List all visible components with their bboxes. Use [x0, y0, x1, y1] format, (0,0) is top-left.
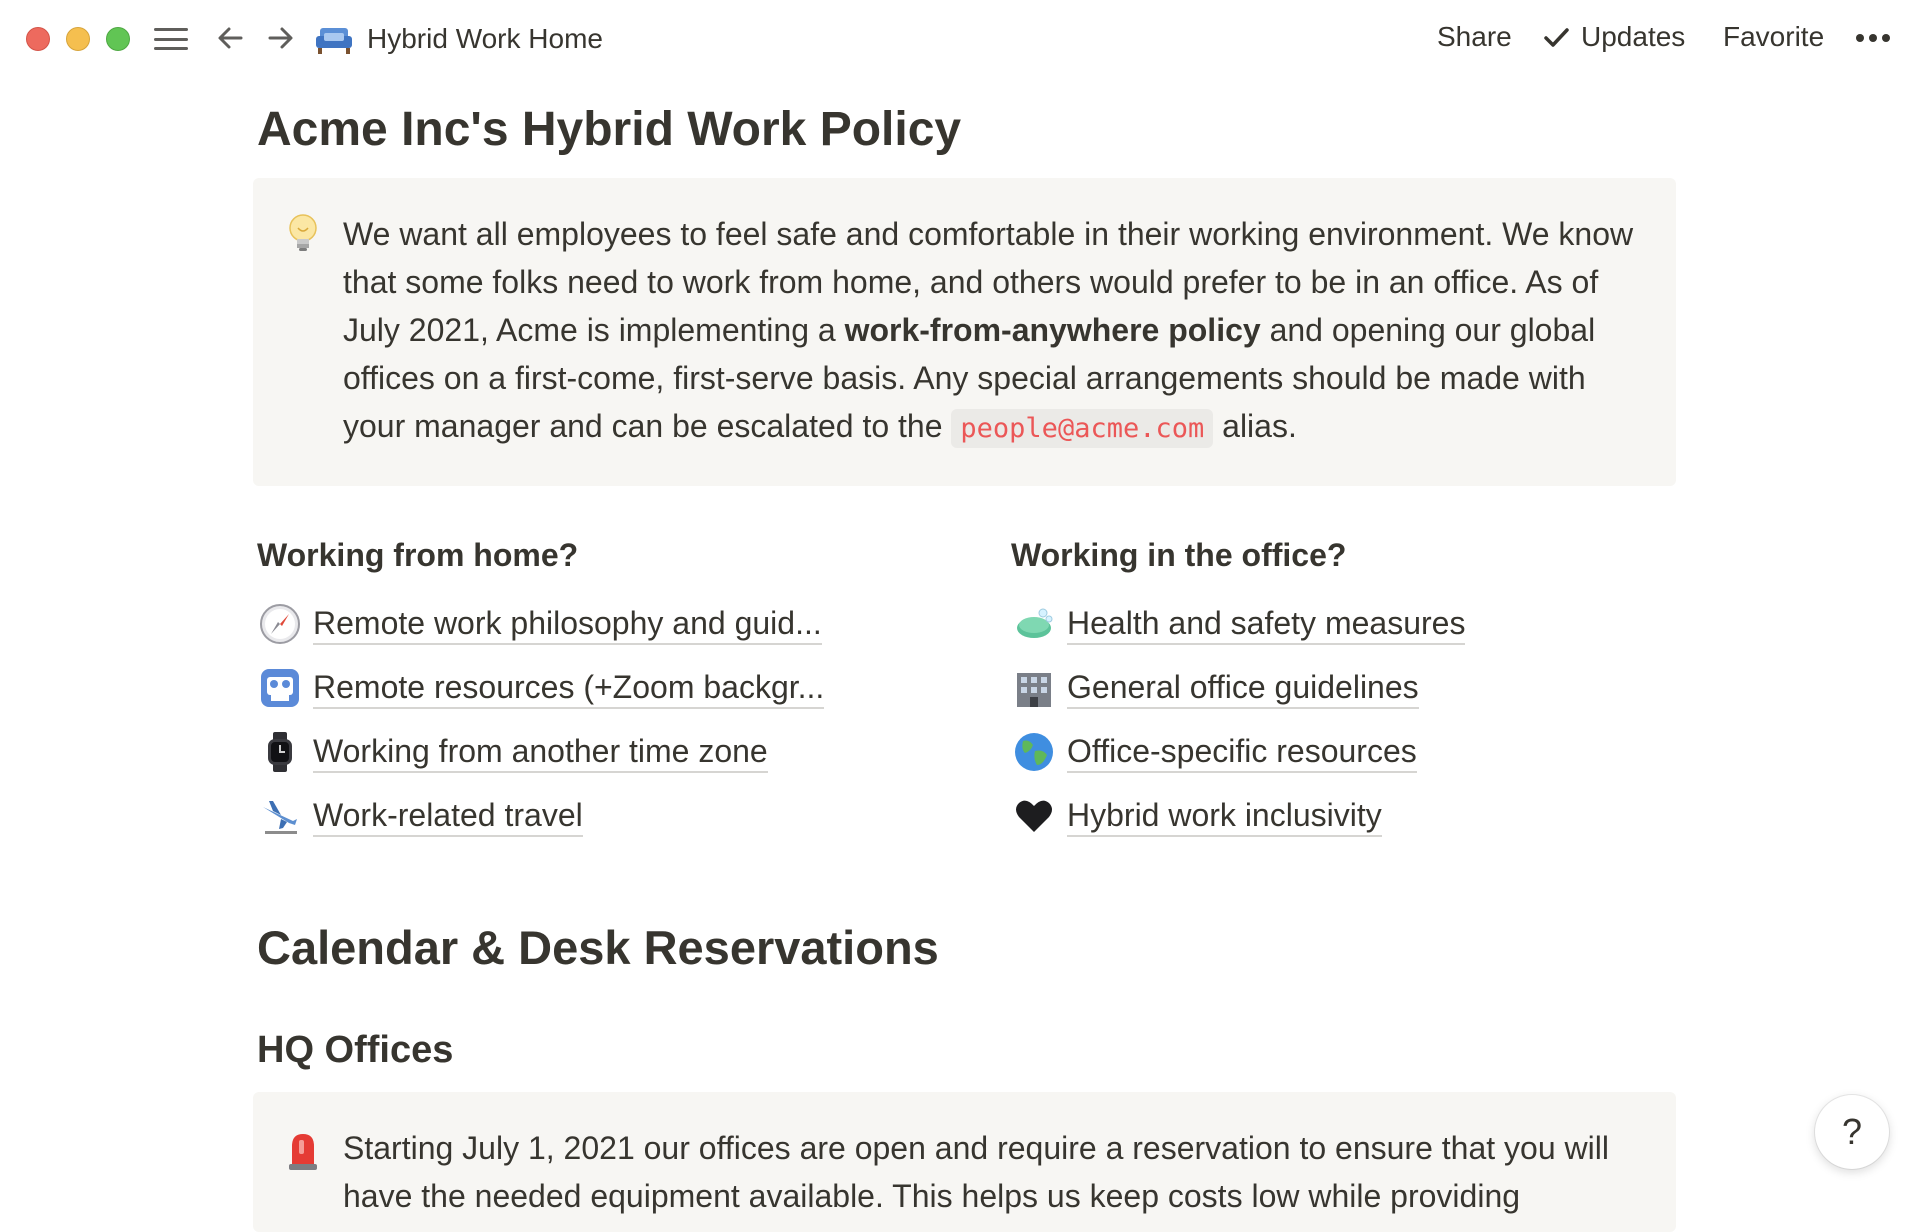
link-label: Office-specific resources — [1067, 731, 1417, 773]
forward-arrow-icon[interactable] — [260, 18, 300, 58]
section-heading-calendar[interactable]: Calendar & Desk Reservations — [257, 921, 939, 974]
home-links-list — [257, 592, 867, 848]
airplane-icon — [259, 795, 301, 837]
link-label: Work-related travel — [313, 795, 583, 837]
lightbulb-icon — [283, 212, 323, 256]
back-arrow-icon[interactable] — [211, 18, 251, 58]
compass-icon — [259, 603, 301, 645]
black-heart-icon — [1013, 795, 1055, 837]
share-button-label: Share — [1437, 21, 1512, 52]
people-email-code: people@acme.com — [951, 409, 1213, 448]
link-remote-resources[interactable] — [257, 656, 867, 720]
link-health-safety[interactable] — [1011, 592, 1621, 656]
couch-icon — [314, 20, 354, 58]
updates-button-label: Updates — [1581, 21, 1686, 52]
subsection-heading-hq-offices[interactable]: HQ Offices — [257, 1029, 454, 1071]
intro-bold-policy: work-from-anywhere policy — [844, 312, 1261, 348]
page-title[interactable]: Acme Inc's Hybrid Work Policy — [257, 103, 962, 156]
globe-icon — [1013, 731, 1055, 773]
office-column-heading: Working in the office? — [1011, 537, 1347, 573]
checkmark-icon — [1541, 22, 1571, 52]
close-window-button[interactable] — [26, 27, 50, 51]
link-label: General office guidelines — [1067, 667, 1419, 709]
link-general-office-guidelines[interactable] — [1011, 656, 1621, 720]
link-another-time-zone[interactable] — [257, 720, 867, 784]
office-links-list — [1011, 592, 1621, 848]
intro-text-end: alias. — [1213, 408, 1297, 444]
soap-icon — [1013, 603, 1055, 645]
ellipsis-icon[interactable] — [1856, 34, 1890, 42]
minimize-window-button[interactable] — [66, 27, 90, 51]
link-label: Working from another time zone — [313, 731, 768, 773]
link-office-specific-resources[interactable] — [1011, 720, 1621, 784]
link-label: Hybrid work inclusivity — [1067, 795, 1382, 837]
link-hybrid-work-inclusivity[interactable] — [1011, 784, 1621, 848]
intro-text-part-2: and opening our global offices on a first-come, first-serve basis. Any special arrangements should be made with your manager and can be escalated to the — [343, 312, 1596, 444]
share-button[interactable] — [1437, 21, 1512, 53]
breadcrumb-title[interactable]: Hybrid Work Home — [367, 23, 603, 54]
window-controls — [26, 27, 130, 51]
link-remote-work-philosophy[interactable] — [257, 592, 867, 656]
watch-icon — [259, 731, 301, 773]
projector-icon — [259, 667, 301, 709]
link-label: Remote work philosophy and guid... — [313, 603, 822, 645]
hq-callout-text: Starting July 1, 2021 our offices are open and require a reservation to ensure that you will have the needed equipment available. This helps us keep costs low while providing — [343, 1130, 1609, 1214]
home-column-heading: Working from home? — [257, 537, 579, 573]
sidebar-toggle-icon[interactable] — [154, 25, 188, 53]
zoom-window-button[interactable] — [106, 27, 130, 51]
intro-callout-text — [343, 210, 1653, 453]
updates-button[interactable] — [1541, 21, 1685, 53]
intro-text-part-1: We want all employees to feel safe and comfortable in their working environment. We know that some folks need to work from home, and others would prefer to be in an office. As of July 2021, Acme is implementing a — [343, 216, 1634, 348]
help-button-label: ? — [1841, 1111, 1863, 1152]
favorite-button[interactable] — [1723, 21, 1824, 53]
link-label: Health and safety measures — [1067, 603, 1465, 645]
siren-icon — [283, 1128, 323, 1172]
favorite-button-label: Favorite — [1723, 21, 1825, 52]
help-button[interactable] — [1815, 1095, 1889, 1169]
office-building-icon — [1013, 667, 1055, 709]
link-label: Remote resources (+Zoom backgr... — [313, 667, 824, 709]
link-work-related-travel[interactable] — [257, 784, 867, 848]
top-bar — [0, 0, 1920, 78]
intro-callout[interactable] — [253, 178, 1676, 486]
hq-callout[interactable] — [253, 1092, 1676, 1232]
